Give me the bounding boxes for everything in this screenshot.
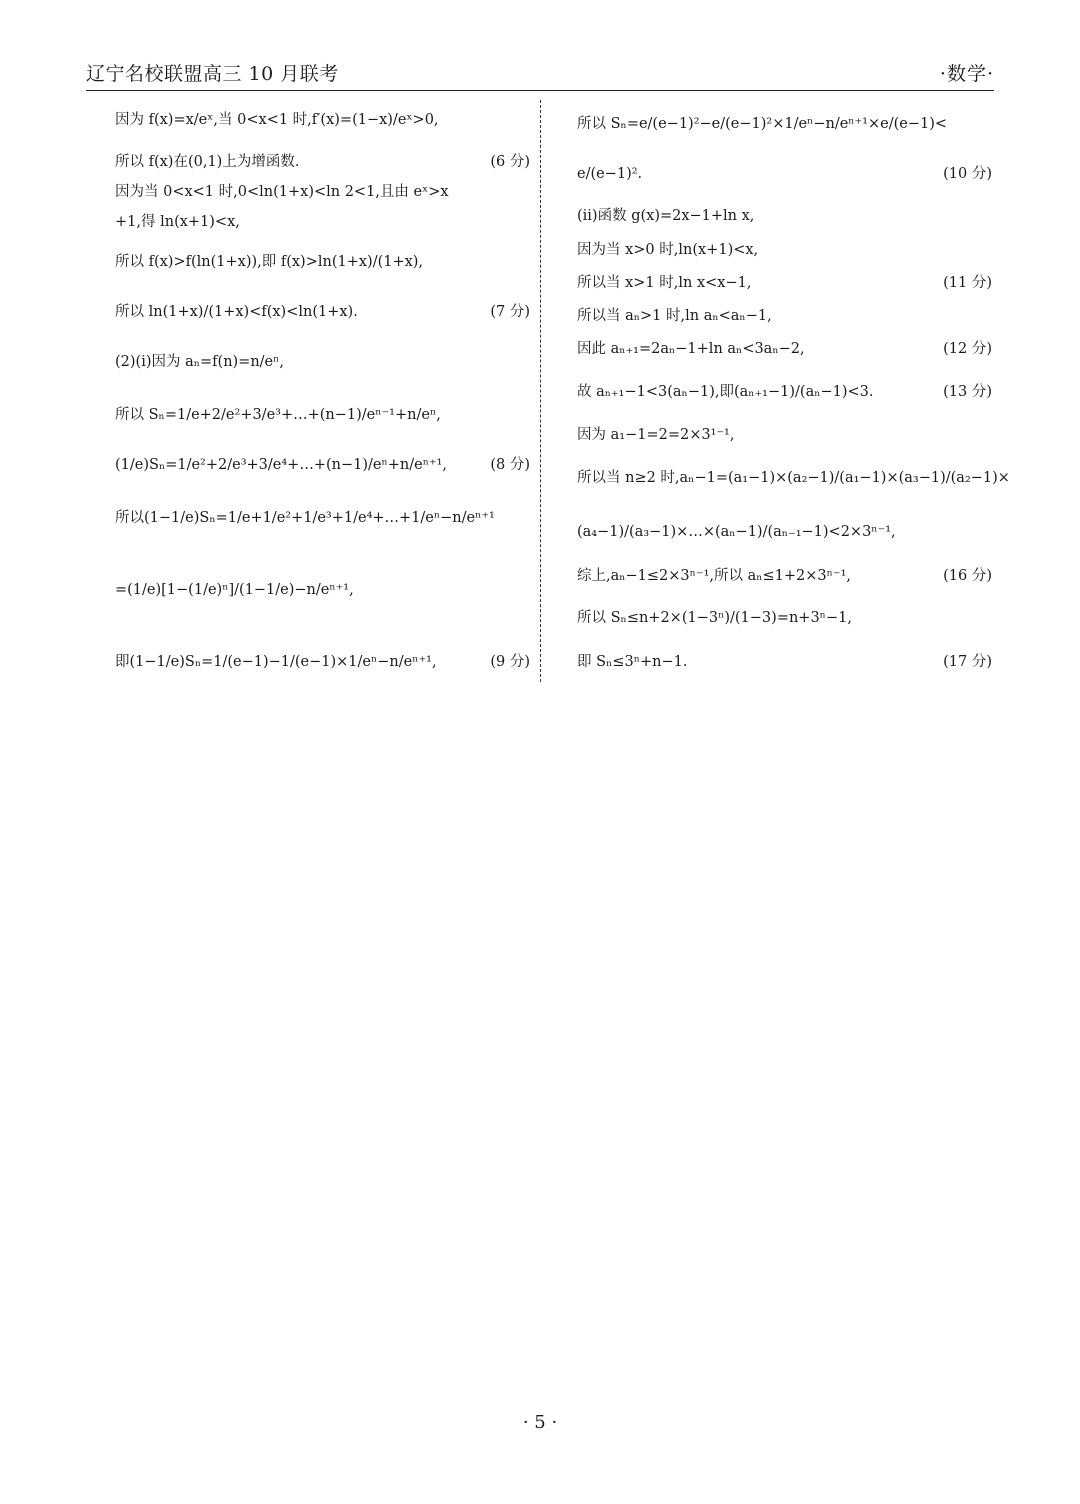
solution-line: (a₄−1)/(a₃−1)×…×(aₙ−1)/(aₙ₋₁−1)<2×3ⁿ⁻¹, — [577, 524, 896, 540]
solution-line: 因为 f(x)=x/eˣ,当 0<x<1 时,f′(x)=(1−x)/eˣ>0, — [115, 112, 439, 128]
score-mark: (10 分) — [943, 166, 992, 182]
score-mark: (11 分) — [943, 275, 992, 291]
score-mark: (6 分) — [490, 154, 530, 170]
score-mark: (7 分) — [490, 304, 530, 320]
solution-line: 所以当 n≥2 时,aₙ−1=(a₁−1)×(a₂−1)/(a₁−1)×(a₃−1)/(a₂−1)× — [577, 470, 1010, 486]
solution-line: 所以 f(x)>f(ln(1+x)),即 f(x)>ln(1+x)/(1+x), — [115, 254, 424, 270]
subject-label: ·数学· — [939, 63, 994, 85]
page-number: · 5 · — [522, 1412, 558, 1433]
solution-line: 因此 aₙ₊₁=2aₙ−1+ln aₙ<3aₙ−2, (12 分) — [577, 341, 992, 357]
solution-line: +1,得 ln(x+1)<x, — [115, 214, 240, 230]
score-mark: (16 分) — [943, 568, 992, 584]
solution-line: (2)(i)因为 aₙ=f(n)=n/eⁿ, — [115, 354, 285, 370]
column-divider — [540, 100, 541, 682]
solution-line: 故 aₙ₊₁−1<3(aₙ−1),即(aₙ₊₁−1)/(aₙ−1)<3. (13 分) — [577, 384, 992, 400]
solution-line: e/(e−1)². (10 分) — [577, 166, 992, 182]
solution-line: 综上,aₙ−1≤2×3ⁿ⁻¹,所以 aₙ≤1+2×3ⁿ⁻¹, (16 分) — [577, 568, 992, 584]
solution-line: 所以当 aₙ>1 时,ln aₙ<aₙ−1, — [577, 308, 772, 324]
solution-line: 所以 Sₙ=e/(e−1)²−e/(e−1)²×1/eⁿ−n/eⁿ⁺¹×e/(e−1)< — [577, 116, 948, 132]
score-mark: (8 分) — [490, 457, 530, 473]
page-header — [86, 60, 994, 91]
score-mark: (9 分) — [490, 654, 530, 670]
score-mark: (12 分) — [943, 341, 992, 357]
solution-line: (1/e)Sₙ=1/e²+2/e³+3/e⁴+…+(n−1)/eⁿ+n/eⁿ⁺¹, (8 分) — [115, 457, 530, 473]
solution-line: 即 Sₙ≤3ⁿ+n−1. (17 分) — [577, 654, 992, 670]
solution-line: 即(1−1/e)Sₙ=1/(e−1)−1/(e−1)×1/eⁿ−n/eⁿ⁺¹, (9 分) — [115, 654, 530, 670]
exam-title: 辽宁名校联盟高三 10 月联考 — [86, 63, 339, 85]
solution-line: 因为 a₁−1=2=2×3¹⁻¹, — [577, 427, 735, 443]
solution-line: 所以 Sₙ≤n+2×(1−3ⁿ)/(1−3)=n+3ⁿ−1, — [577, 610, 852, 626]
solution-line: 因为当 x>0 时,ln(x+1)<x, — [577, 242, 759, 258]
solution-line: (ii)函数 g(x)=2x−1+ln x, — [577, 208, 755, 224]
solution-line: 所以(1−1/e)Sₙ=1/e+1/e²+1/e³+1/e⁴+…+1/eⁿ−n/eⁿ⁺¹ — [115, 510, 495, 526]
solution-line: 所以 ln(1+x)/(1+x)<f(x)<ln(1+x). (7 分) — [115, 304, 530, 320]
solution-line: 因为当 0<x<1 时,0<ln(1+x)<ln 2<1,且由 eˣ>x — [115, 184, 449, 200]
solution-line: 所以 Sₙ=1/e+2/e²+3/e³+…+(n−1)/eⁿ⁻¹+n/eⁿ, — [115, 407, 441, 423]
score-mark: (17 分) — [943, 654, 992, 670]
solution-line: 所以 f(x)在(0,1)上为增函数. (6 分) — [115, 154, 530, 170]
solution-line: =(1/e)[1−(1/e)ⁿ]/(1−1/e)−n/eⁿ⁺¹, — [115, 582, 354, 598]
solution-line: 所以当 x>1 时,ln x<x−1, (11 分) — [577, 275, 992, 291]
score-mark: (13 分) — [943, 384, 992, 400]
